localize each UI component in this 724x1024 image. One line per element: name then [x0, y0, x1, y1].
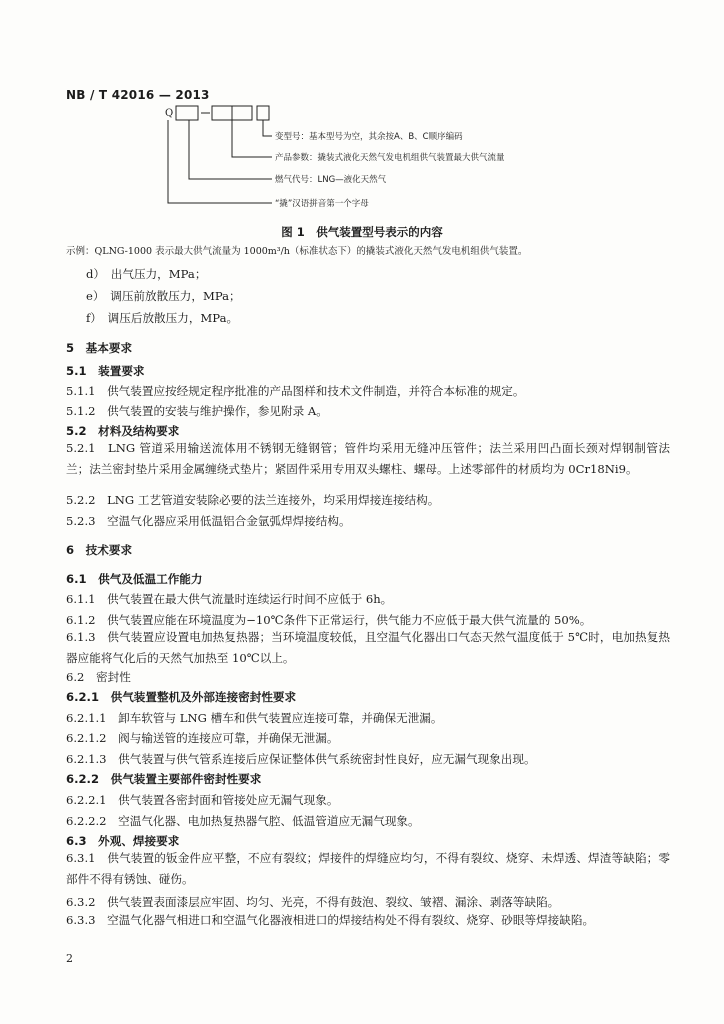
- section-5-2-heading: 5.2 材料及结构要求: [66, 424, 180, 438]
- clause-6-2-2-1: 6.2.2.1 供气装置各密封面和管接处应无漏气现象。: [66, 793, 339, 807]
- list-item-e: e） 调压前放散压力，MPa；: [86, 289, 241, 303]
- box-4: [257, 106, 269, 120]
- clause-6-2-1-1: 6.2.1.1 卸车软管与 LNG 槽车和供气装置应连接可靠，并确保无泄漏。: [66, 711, 443, 725]
- section-6-2-heading: 6.2 密封性: [66, 670, 131, 684]
- figure-example: 示例：QLNG-1000 表示最大供气流量为 1000m³/h（标准状态下）的撬装式液化天然气发电机组供气装置。: [66, 246, 528, 257]
- clause-6-2-2-2: 6.2.2.2 空温气化器、电加热复热器气腔、低温管道应无漏气现象。: [66, 814, 420, 828]
- figure-caption: 图 1 供气装置型号表示的内容: [281, 225, 443, 239]
- section-6-3-heading: 6.3 外观、焊接要求: [66, 834, 180, 848]
- section-6-1-heading: 6.1 供气及低温工作能力: [66, 572, 203, 586]
- model-diagram: [0, 0, 724, 240]
- label-variant: 变型号：基本型号为空，其余按A、B、C顺序编码: [275, 132, 463, 142]
- clause-6-3-1: 6.3.1 供气装置的钣金件应平整，不应有裂纹；焊接件的焊缝应均匀，不得有裂纹、烧穿、未焊透、焊渣等缺陷；零部件不得有锈蚀、碰伤。: [66, 851, 670, 886]
- section-6-2-2-heading: 6.2.2 供气装置主要部件密封性要求: [66, 772, 262, 786]
- q-letter: Q: [165, 108, 174, 119]
- clause-6-2-1-3: 6.2.1.3 供气装置与供气管系连接后应保证整体供气系统密封性良好，应无漏气现象出现。: [66, 752, 536, 766]
- clause-6-1-1: 6.1.1 供气装置在最大供气流量时连续运行时间不应低于 6h。: [66, 592, 393, 606]
- clause-6-3-3: 6.3.3 空温气化器气相进口和空温气化器液相进口的焊接结构处不得有裂纹、烧穿、砂眼等焊接缺陷。: [66, 913, 595, 927]
- label-parameter: 产品参数：撬装式液化天然气发电机组供气装置最大供气流量: [275, 153, 505, 163]
- section-5-1-heading: 5.1 装置要求: [66, 364, 145, 378]
- clause-6-3-2: 6.3.2 供气装置表面漆层应牢固、均匀、光亮，不得有鼓泡、裂纹、皱褶、漏涂、剥落等缺陷。: [66, 895, 560, 909]
- clause-6-1-3: 6.1.3 供气装置应设置电加热复热器；当环境温度较低，且空温气化器出口气态天然气温度低于 5℃时，电加热复热器应能将气化后的天然气加热至 10℃以上。: [66, 630, 670, 665]
- clause-6-1-2: 6.1.2 供气装置应能在环境温度为−10℃条件下正常运行，供气能力不应低于最大供气流量的 50%。: [66, 613, 592, 627]
- standard-header: NB / T 42016 — 2013: [66, 88, 210, 102]
- section-5-heading: 5 基本要求: [66, 341, 133, 355]
- section-6-heading: 6 技术要求: [66, 543, 133, 557]
- list-item-d: d） 出气压力，MPa；: [86, 267, 207, 281]
- label-pinyin: “撬”汉语拼音第一个字母: [275, 199, 369, 209]
- list-item-f: f） 调压后放散压力，MPa。: [86, 311, 239, 325]
- page-number: 2: [66, 952, 73, 965]
- box-3: [232, 106, 252, 120]
- clause-6-2-1-2: 6.2.1.2 阀与输送管的连接应可靠，并确保无泄漏。: [66, 731, 339, 745]
- clause-5-1-2: 5.1.2 供气装置的安装与维护操作，参见附录 A。: [66, 404, 328, 418]
- box-1: [176, 106, 198, 120]
- clause-5-2-1: 5.2.1 LNG 管道采用输送流体用不锈钢无缝钢管；管件均采用无缝冲压管件；法兰采用凹凸面长颈对焊钢制管法兰；法兰密封垫片采用金属缠绕式垫片；紧固件采用专用双头螺柱、螺母。上述零部件的材质均为 0Cr18Ni9。: [66, 441, 670, 476]
- box-2: [212, 106, 232, 120]
- clause-5-2-2: 5.2.2 LNG 工艺管道安装除必要的法兰连接外，均采用焊接连接结构。: [66, 493, 440, 507]
- clause-5-1-1: 5.1.1 供气装置应按经规定程序批准的产品图样和技术文件制造，并符合本标准的规定。: [66, 384, 525, 398]
- clause-5-2-3: 5.2.3 空温气化器应采用低温铝合金氩弧焊焊接结构。: [66, 514, 351, 528]
- section-6-2-1-heading: 6.2.1 供气装置整机及外部连接密封性要求: [66, 690, 297, 704]
- label-gas-code: 燃气代号：LNG—液化天然气: [275, 175, 387, 185]
